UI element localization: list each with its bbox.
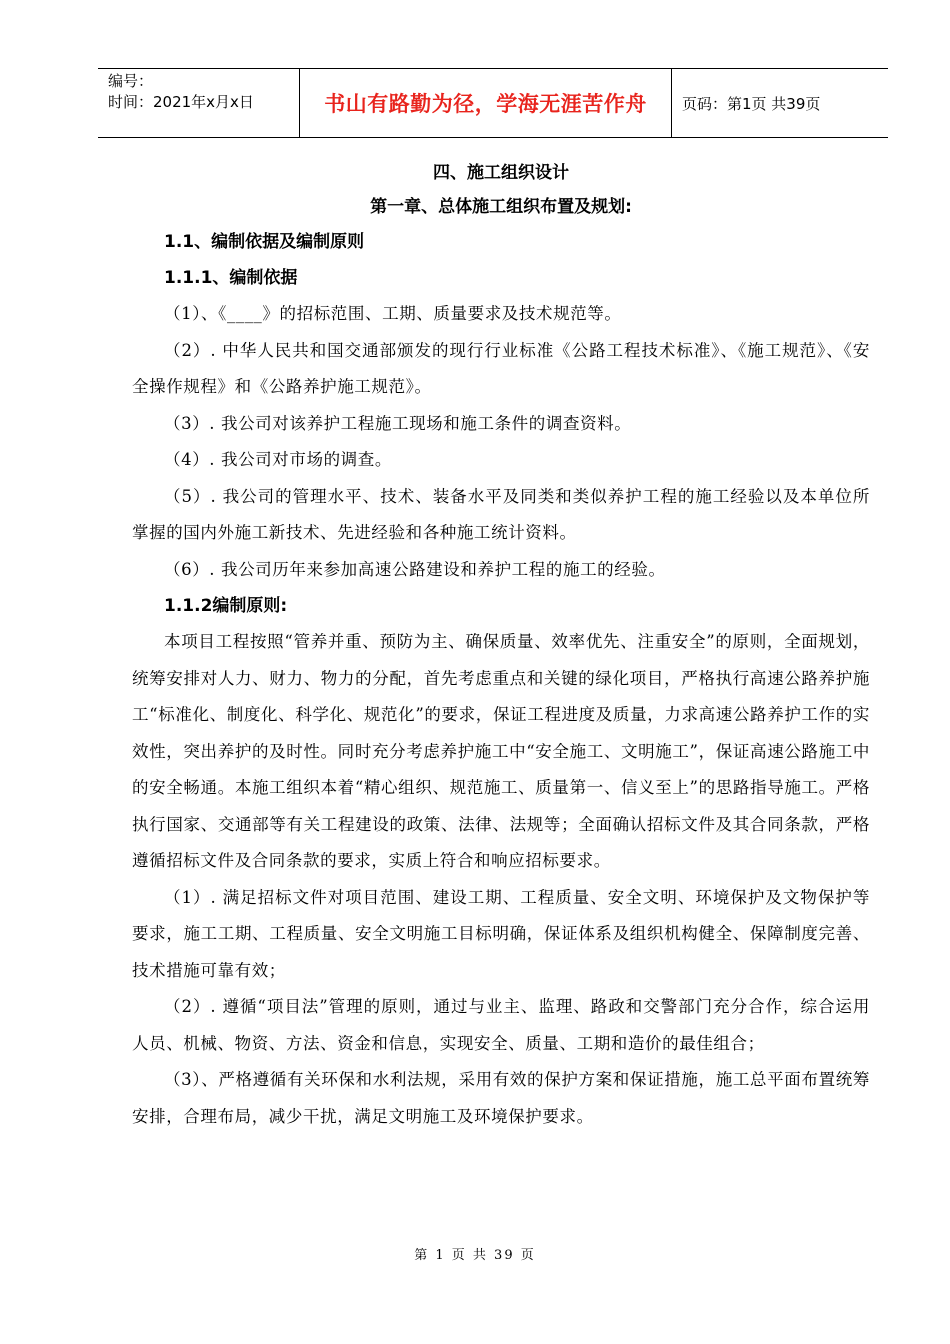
document-body [132,156,870,1135]
header-meta [98,69,300,137]
principle-item: （2）. 遵循“项目法”管理的原则，通过与业主、监理、路政和交警部门充分合作，综合运用人员、机械、物资、方法、资金和信息，实现安全、质量、工期和造价的最佳组合； [132,997,870,1053]
basis-item: （6）. 我公司历年来参加高速公路建设和养护工程的施工的经验。 [164,559,666,579]
section-heading-1-1-1: 1.1.1、编制依据 [164,268,298,288]
page-header [98,68,888,138]
principle-item: （1）. 满足招标文件对项目范围、建设工期、工程质量、安全文明、环境保护及文物保护等要求，施工工期、工程质量、安全文明施工目标明确，保证体系及组织机构健全、保障制度完善、技术措施可靠有效； [132,887,870,980]
basis-item: （4）. 我公司对市场的调查。 [164,450,392,469]
header-motto: 书山有路勤为径，学海无涯苦作舟 [300,69,672,137]
header-page-info: 页码：第1页 共39页 [682,94,821,113]
chapter-heading: 第一章、总体施工组织布置及规划: [370,197,632,217]
section-heading-1-1-2: 1.1.2编制原则: [164,596,288,616]
principle-item: （3）、严格遵循有关环保和水利法规，采用有效的保护方案和保证措施，施工总平面布置统筹安排，合理布局，减少干扰，满足文明施工及环境保护要求。 [132,1070,870,1126]
basis-item: （2）. 中华人民共和国交通部颁发的现行行业标准《公路工程技术标准》、《施工规范》、《安全操作规程》和《公路养护施工规范》。 [132,340,870,396]
principle-intro-paragraph: 本项目工程按照“管养并重、预防为主、确保质量、效率优先、注重安全”的原则，全面规划，统筹安排对人力、财力、物力的分配，首先考虑重点和关键的绿化项目，严格执行高速公路养护施工“标准化、制度化、科学化、规范化”的要求，保证工程进度及质量，力求高速公路养护工作的实效性，突出养护的及时性。同时充分考虑养护施工中“安全施工、文明施工”，保证高速公路施工中的安全畅通。本施工组织本着“精心组织、规范施工、质量第一、信义至上”的思路指导施工。严格执行国家、交通部等有关工程建设的政策、法律、法规等；全面确认招标文件及其合同条款，严格遵循招标文件及合同条款的要求，实质上符合和响应招标要求。 [132,632,870,870]
basis-item: （1）、《____》的招标范围、工期、质量要求及技术规范等。 [164,304,622,323]
document-time: 时间：2021年x月x日 [108,93,254,111]
document-title: 四、施工组织设计 [433,163,569,183]
document-number-label: 编号： [108,72,154,90]
page-footer: 第 1 页 共 39 页 [414,1248,536,1263]
basis-item: （3）. 我公司对该养护工程施工现场和施工条件的调查资料。 [164,413,632,433]
basis-item: （5）. 我公司的管理水平、技术、装备水平及同类和类似养护工程的施工经验以及本单位所掌握的国内外施工新技术、先进经验和各种施工统计资料。 [132,486,870,542]
section-heading-1-1: 1.1、编制依据及编制原则 [164,232,365,252]
